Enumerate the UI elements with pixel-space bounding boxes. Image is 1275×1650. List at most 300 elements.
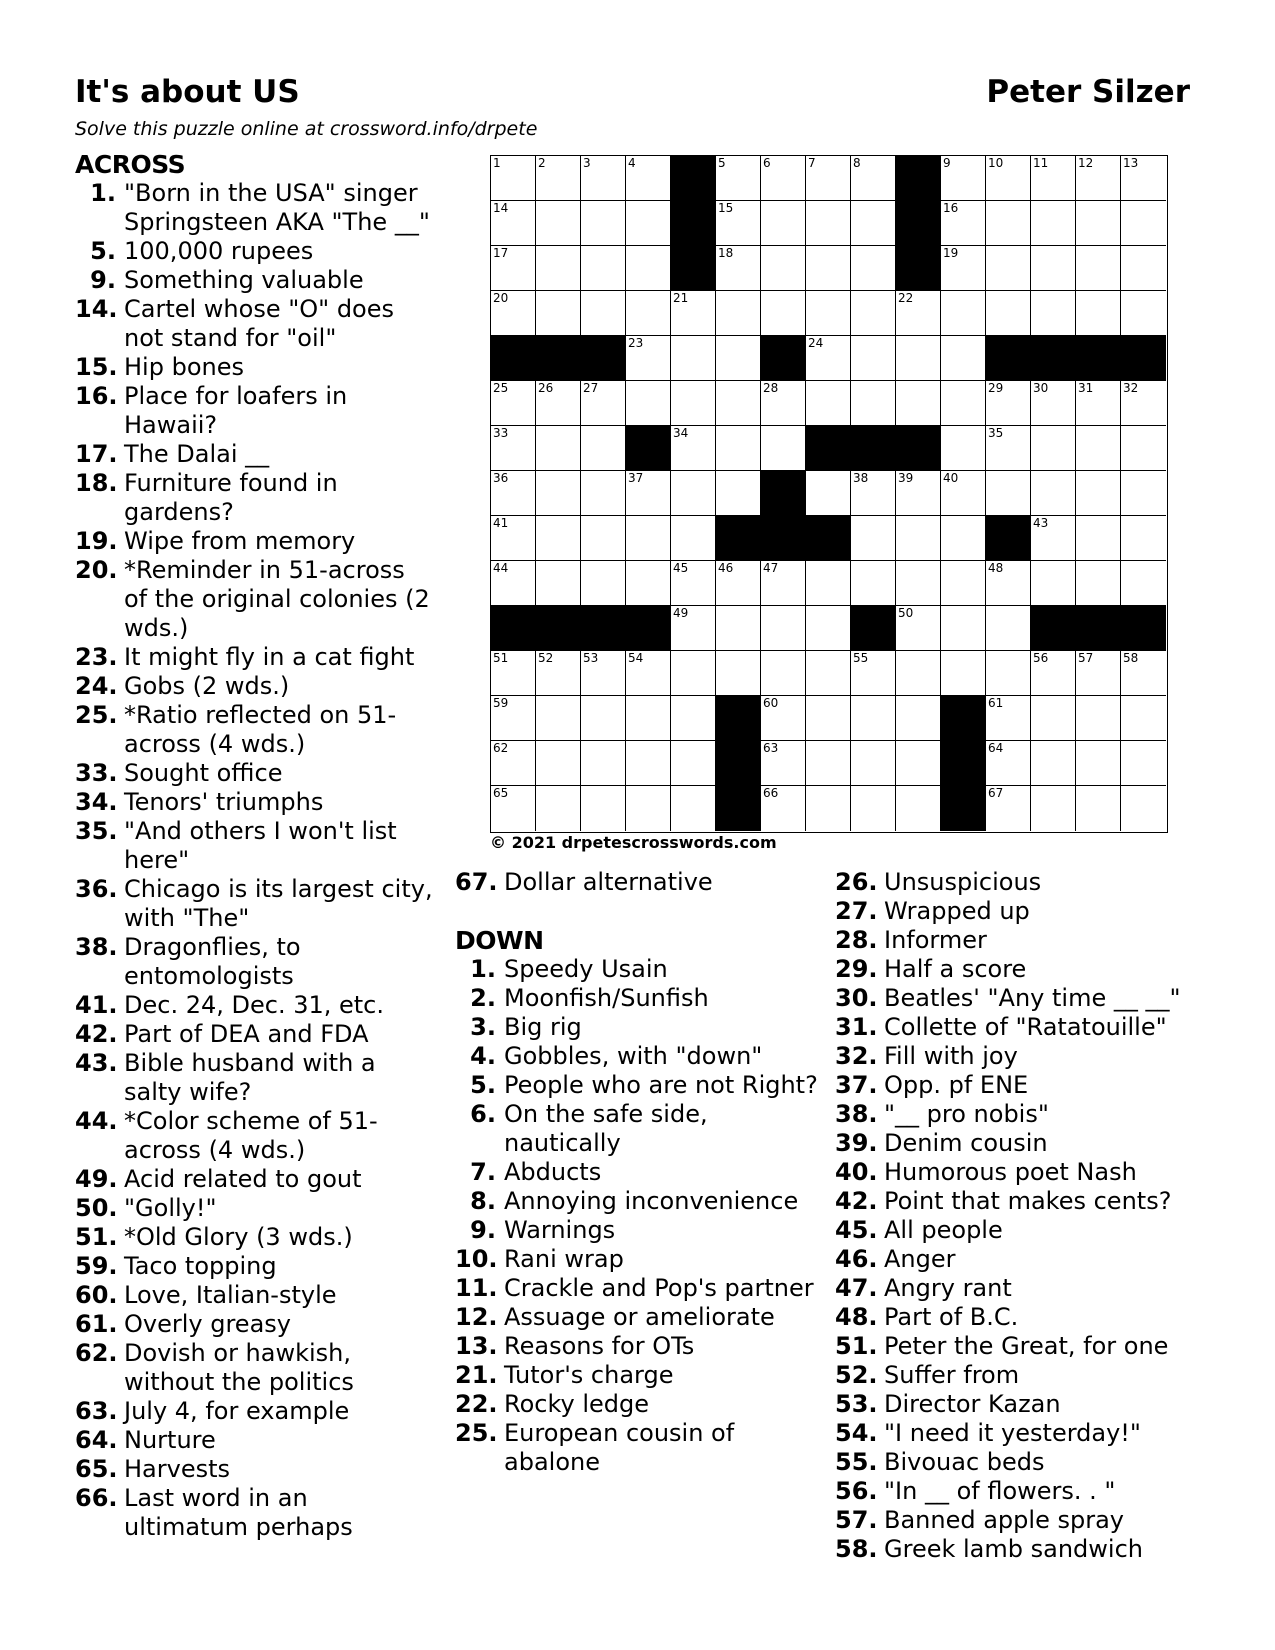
- grid-cell[interactable]: [716, 606, 761, 651]
- across-clue: [75, 237, 435, 266]
- grid-cell[interactable]: [1031, 741, 1076, 786]
- grid-block: [851, 606, 896, 651]
- cell-number: 55: [853, 651, 869, 665]
- clue-text: *Color scheme of 51-across (4 wds.): [124, 1107, 378, 1164]
- down-clue: [835, 1390, 1195, 1419]
- grid-block: [491, 336, 536, 381]
- clue-number: 6.: [470, 1100, 496, 1128]
- down-clue: [455, 1013, 825, 1042]
- clue-number: 60.: [75, 1281, 118, 1309]
- down-clue: [835, 868, 1195, 897]
- grid-cell[interactable]: [1031, 696, 1076, 741]
- grid-cell[interactable]: [941, 516, 986, 561]
- grid-cell[interactable]: [671, 741, 716, 786]
- grid-cell[interactable]: [851, 381, 896, 426]
- grid-cell[interactable]: [671, 651, 716, 696]
- grid-cell[interactable]: [1076, 696, 1121, 741]
- cell-number: 38: [853, 471, 869, 485]
- grid-cell[interactable]: [761, 606, 806, 651]
- grid-block: [851, 426, 896, 471]
- clue-text: Rani wrap: [504, 1245, 624, 1273]
- grid-cell[interactable]: [851, 561, 896, 606]
- grid-cell[interactable]: [581, 561, 626, 606]
- grid-cell[interactable]: [491, 516, 536, 561]
- grid-cell[interactable]: [986, 741, 1031, 786]
- grid-block: [671, 246, 716, 291]
- grid-cell[interactable]: [806, 156, 851, 201]
- clue-text: Assuage or ameliorate: [504, 1303, 775, 1331]
- across-clue: [75, 1426, 435, 1455]
- grid-cell[interactable]: [1076, 471, 1121, 516]
- cell-number: 32: [1123, 381, 1139, 395]
- grid-cell[interactable]: [896, 291, 941, 336]
- grid-cell[interactable]: [671, 606, 716, 651]
- grid-cell[interactable]: [896, 471, 941, 516]
- grid-cell[interactable]: [806, 336, 851, 381]
- grid-cell[interactable]: [1031, 201, 1076, 246]
- grid-cell[interactable]: [491, 381, 536, 426]
- grid-cell[interactable]: [806, 786, 851, 831]
- cell-number: 25: [493, 381, 509, 395]
- grid-cell[interactable]: [1031, 471, 1076, 516]
- clue-number: 44.: [75, 1107, 118, 1135]
- grid-cell[interactable]: [626, 156, 671, 201]
- clue-number: 55.: [835, 1448, 878, 1476]
- clue-text: Warnings: [504, 1216, 616, 1244]
- grid-cell[interactable]: [536, 651, 581, 696]
- clue-text: Rocky ledge: [504, 1390, 650, 1418]
- cell-number: 12: [1078, 156, 1094, 170]
- clue-text: Bible husband with a salty wife?: [124, 1049, 376, 1106]
- grid-cell[interactable]: [986, 471, 1031, 516]
- grid-cell[interactable]: [761, 201, 806, 246]
- cell-number: 47: [763, 561, 779, 575]
- grid-cell[interactable]: [1076, 156, 1121, 201]
- cell-number: 24: [808, 336, 824, 350]
- across-clue: [75, 759, 435, 788]
- grid-cell[interactable]: [761, 156, 806, 201]
- clue-number: 4.: [470, 1042, 496, 1070]
- grid-cell[interactable]: [851, 246, 896, 291]
- clue-text: Annoying inconvenience: [504, 1187, 799, 1215]
- grid-cell[interactable]: [581, 786, 626, 831]
- grid-block: [716, 786, 761, 831]
- grid-cell[interactable]: [581, 156, 626, 201]
- grid-cell[interactable]: [851, 696, 896, 741]
- grid-cell[interactable]: [1076, 291, 1121, 336]
- clue-text: Part of DEA and FDA: [124, 1020, 369, 1048]
- grid-cell[interactable]: [1076, 381, 1121, 426]
- cell-number: 30: [1033, 381, 1049, 395]
- clue-text: Reasons for OTs: [504, 1332, 695, 1360]
- grid-cell[interactable]: [986, 246, 1031, 291]
- grid-cell[interactable]: [851, 291, 896, 336]
- down-clue: [835, 955, 1195, 984]
- grid-cell[interactable]: [581, 741, 626, 786]
- grid-cell[interactable]: [761, 381, 806, 426]
- grid-cell[interactable]: [941, 201, 986, 246]
- grid-cell[interactable]: [941, 606, 986, 651]
- grid-cell[interactable]: [581, 201, 626, 246]
- grid-cell[interactable]: [491, 156, 536, 201]
- grid-cell[interactable]: [806, 471, 851, 516]
- grid-cell[interactable]: [851, 651, 896, 696]
- across-clue: [75, 1223, 435, 1252]
- grid-cell[interactable]: [626, 246, 671, 291]
- grid-cell[interactable]: [1076, 426, 1121, 471]
- down-clue: [835, 1448, 1195, 1477]
- grid-cell[interactable]: [986, 381, 1031, 426]
- grid-cell[interactable]: [671, 291, 716, 336]
- grid-cell[interactable]: [896, 606, 941, 651]
- across-clue: [75, 1455, 435, 1484]
- clue-text: Tenors' triumphs: [124, 788, 324, 816]
- grid-cell[interactable]: [1121, 156, 1166, 201]
- cell-number: 58: [1123, 651, 1139, 665]
- grid-cell[interactable]: [1121, 741, 1166, 786]
- grid-cell[interactable]: [1121, 786, 1166, 831]
- grid-cell[interactable]: [716, 201, 761, 246]
- grid-cell[interactable]: [491, 246, 536, 291]
- grid-block: [716, 741, 761, 786]
- clue-text: Wipe from memory: [124, 527, 356, 555]
- grid-cell[interactable]: [1031, 426, 1076, 471]
- grid-cell[interactable]: [626, 291, 671, 336]
- clue-number: 56.: [835, 1477, 878, 1505]
- grid-cell[interactable]: [941, 156, 986, 201]
- grid-cell[interactable]: [626, 471, 671, 516]
- grid-cell[interactable]: [941, 336, 986, 381]
- clue-number: 63.: [75, 1397, 118, 1425]
- grid-cell[interactable]: [626, 696, 671, 741]
- grid-cell[interactable]: [1076, 246, 1121, 291]
- grid-cell[interactable]: [491, 786, 536, 831]
- grid-cell[interactable]: [716, 291, 761, 336]
- grid-cell[interactable]: [581, 246, 626, 291]
- grid-cell[interactable]: [896, 741, 941, 786]
- clue-text: Humorous poet Nash: [884, 1158, 1137, 1186]
- grid-cell[interactable]: [1076, 561, 1121, 606]
- grid-cell[interactable]: [1121, 291, 1166, 336]
- grid-cell[interactable]: [986, 201, 1031, 246]
- grid-cell[interactable]: [1121, 471, 1166, 516]
- grid-cell[interactable]: [761, 651, 806, 696]
- grid-cell[interactable]: [986, 696, 1031, 741]
- grid-block: [761, 471, 806, 516]
- grid-cell[interactable]: [761, 426, 806, 471]
- grid-cell[interactable]: [1076, 786, 1121, 831]
- grid-cell[interactable]: [581, 381, 626, 426]
- grid-cell[interactable]: [716, 156, 761, 201]
- grid-cell[interactable]: [941, 471, 986, 516]
- across-clue: [75, 382, 435, 440]
- grid-cell[interactable]: [626, 381, 671, 426]
- grid-cell[interactable]: [851, 336, 896, 381]
- grid-cell[interactable]: [941, 426, 986, 471]
- grid-cell[interactable]: [626, 336, 671, 381]
- grid-cell[interactable]: [716, 561, 761, 606]
- grid-cell[interactable]: [671, 786, 716, 831]
- grid-cell[interactable]: [1076, 516, 1121, 561]
- cell-number: 10: [988, 156, 1004, 170]
- grid-cell[interactable]: [581, 516, 626, 561]
- grid-cell[interactable]: [491, 561, 536, 606]
- cell-number: 7: [808, 156, 816, 170]
- grid-cell[interactable]: [491, 291, 536, 336]
- grid-cell[interactable]: [1031, 291, 1076, 336]
- grid-block: [581, 606, 626, 651]
- grid-cell[interactable]: [1031, 516, 1076, 561]
- grid-cell[interactable]: [626, 786, 671, 831]
- clue-text: People who are not Right?: [504, 1071, 818, 1099]
- grid-cell[interactable]: [806, 381, 851, 426]
- grid-cell[interactable]: [806, 606, 851, 651]
- grid-cell[interactable]: [671, 516, 716, 561]
- grid-cell[interactable]: [671, 696, 716, 741]
- grid-cell[interactable]: [1121, 696, 1166, 741]
- grid-cell[interactable]: [716, 471, 761, 516]
- grid-cell[interactable]: [671, 471, 716, 516]
- grid-block: [1076, 336, 1121, 381]
- grid-cell[interactable]: [1031, 561, 1076, 606]
- grid-cell[interactable]: [941, 291, 986, 336]
- grid-cell[interactable]: [671, 336, 716, 381]
- grid-cell[interactable]: [716, 336, 761, 381]
- across-clue: [75, 1049, 435, 1107]
- grid-cell[interactable]: [491, 201, 536, 246]
- down-clue: [455, 984, 825, 1013]
- clue-text: Something valuable: [124, 266, 364, 294]
- grid-cell[interactable]: [806, 246, 851, 291]
- grid-cell[interactable]: [1031, 786, 1076, 831]
- cell-number: 5: [718, 156, 726, 170]
- grid-cell[interactable]: [851, 201, 896, 246]
- down-clue: [455, 1216, 825, 1245]
- grid-block: [986, 336, 1031, 381]
- grid-cell[interactable]: [1121, 381, 1166, 426]
- down-clue: [835, 1506, 1195, 1535]
- grid-cell[interactable]: [851, 156, 896, 201]
- grid-cell[interactable]: [896, 336, 941, 381]
- clue-number: 64.: [75, 1426, 118, 1454]
- grid-cell[interactable]: [536, 246, 581, 291]
- grid-cell[interactable]: [536, 696, 581, 741]
- across-clue: [75, 295, 435, 353]
- cell-number: 20: [493, 291, 509, 305]
- grid-cell[interactable]: [626, 651, 671, 696]
- grid-cell[interactable]: [986, 606, 1031, 651]
- grid-cell[interactable]: [761, 291, 806, 336]
- grid-cell[interactable]: [581, 471, 626, 516]
- clue-number: 8.: [470, 1187, 496, 1215]
- grid-cell[interactable]: [761, 561, 806, 606]
- cell-number: 62: [493, 741, 509, 755]
- grid-cell[interactable]: [491, 471, 536, 516]
- grid-cell[interactable]: [581, 291, 626, 336]
- clue-number: 5.: [470, 1071, 496, 1099]
- clue-number: 5.: [90, 237, 116, 265]
- clue-number: 21.: [455, 1361, 498, 1389]
- clue-number: 18.: [75, 469, 118, 497]
- grid-cell[interactable]: [1121, 516, 1166, 561]
- cell-number: 3: [583, 156, 591, 170]
- grid-cell[interactable]: [536, 156, 581, 201]
- grid-cell[interactable]: [536, 201, 581, 246]
- grid-cell[interactable]: [1031, 246, 1076, 291]
- grid-cell[interactable]: [536, 471, 581, 516]
- grid-cell[interactable]: [626, 741, 671, 786]
- grid-block: [896, 156, 941, 201]
- grid-cell[interactable]: [626, 516, 671, 561]
- grid-cell[interactable]: [806, 561, 851, 606]
- grid-cell[interactable]: [716, 246, 761, 291]
- grid-cell[interactable]: [1121, 426, 1166, 471]
- grid-cell[interactable]: [851, 741, 896, 786]
- cell-number: 44: [493, 561, 509, 575]
- clue-text: Wrapped up: [884, 897, 1030, 925]
- grid-cell[interactable]: [896, 516, 941, 561]
- grid-cell[interactable]: [536, 741, 581, 786]
- clue-text: Denim cousin: [884, 1129, 1048, 1157]
- across-clue: [75, 1310, 435, 1339]
- grid-block: [761, 336, 806, 381]
- clue-number: 49.: [75, 1165, 118, 1193]
- down-clue: [455, 1361, 825, 1390]
- grid-cell[interactable]: [1076, 741, 1121, 786]
- grid-cell[interactable]: [1076, 201, 1121, 246]
- grid-cell[interactable]: [761, 246, 806, 291]
- clue-number: 65.: [75, 1455, 118, 1483]
- clue-text: Peter the Great, for one: [884, 1332, 1169, 1360]
- grid-cell[interactable]: [536, 426, 581, 471]
- grid-cell[interactable]: [941, 561, 986, 606]
- grid-cell[interactable]: [581, 696, 626, 741]
- grid-block: [671, 201, 716, 246]
- grid-cell[interactable]: [1121, 651, 1166, 696]
- grid-cell[interactable]: [941, 651, 986, 696]
- clue-number: 41.: [75, 991, 118, 1019]
- grid-cell[interactable]: [986, 561, 1031, 606]
- clue-number: 1.: [90, 179, 116, 207]
- clue-number: 38.: [835, 1100, 878, 1128]
- cell-number: 9: [943, 156, 951, 170]
- down-clue: [835, 1013, 1195, 1042]
- grid-cell[interactable]: [986, 291, 1031, 336]
- grid-cell[interactable]: [761, 741, 806, 786]
- grid-cell[interactable]: [806, 651, 851, 696]
- grid-cell[interactable]: [536, 381, 581, 426]
- grid-cell[interactable]: [536, 786, 581, 831]
- grid-cell[interactable]: [806, 291, 851, 336]
- grid-cell[interactable]: [671, 426, 716, 471]
- grid-cell[interactable]: [716, 381, 761, 426]
- grid-cell[interactable]: [986, 156, 1031, 201]
- down-clue: [835, 1419, 1195, 1448]
- grid-cell[interactable]: [581, 651, 626, 696]
- grid-cell[interactable]: [671, 561, 716, 606]
- grid-cell[interactable]: [491, 651, 536, 696]
- grid-cell[interactable]: [536, 291, 581, 336]
- clue-text: Bivouac beds: [884, 1448, 1045, 1476]
- clue-text: Informer: [884, 926, 987, 954]
- grid-cell[interactable]: [986, 426, 1031, 471]
- grid-cell[interactable]: [1031, 156, 1076, 201]
- clue-number: 36.: [75, 875, 118, 903]
- grid-cell[interactable]: [851, 471, 896, 516]
- grid-cell[interactable]: [806, 201, 851, 246]
- grid-cell[interactable]: [671, 381, 716, 426]
- grid-cell[interactable]: [986, 651, 1031, 696]
- grid-cell[interactable]: [1031, 381, 1076, 426]
- grid-cell[interactable]: [581, 426, 626, 471]
- clue-number: 25.: [75, 701, 118, 729]
- down-clue: [835, 1477, 1195, 1506]
- cell-number: 52: [538, 651, 554, 665]
- grid-cell[interactable]: [626, 201, 671, 246]
- grid-cell[interactable]: [491, 426, 536, 471]
- clue-text: Abducts: [504, 1158, 602, 1186]
- grid-cell[interactable]: [716, 426, 761, 471]
- clue-text: Greek lamb sandwich: [884, 1535, 1143, 1563]
- grid-cell[interactable]: [896, 561, 941, 606]
- grid-cell[interactable]: [1121, 246, 1166, 291]
- across-clue: [75, 1484, 435, 1542]
- clue-number: 34.: [75, 788, 118, 816]
- grid-cell[interactable]: [896, 381, 941, 426]
- cell-number: 66: [763, 786, 779, 800]
- clue-text: Hip bones: [124, 353, 244, 381]
- down-clue: [835, 1535, 1195, 1564]
- grid-cell[interactable]: [806, 696, 851, 741]
- grid-cell[interactable]: [941, 381, 986, 426]
- grid-cell[interactable]: [1121, 561, 1166, 606]
- grid-cell[interactable]: [761, 786, 806, 831]
- grid-cell[interactable]: [491, 741, 536, 786]
- clue-text: Part of B.C.: [884, 1303, 1019, 1331]
- cell-number: 61: [988, 696, 1004, 710]
- grid-cell[interactable]: [896, 786, 941, 831]
- clue-number: 7.: [470, 1158, 496, 1186]
- grid-cell[interactable]: [851, 516, 896, 561]
- cell-number: 43: [1033, 516, 1049, 530]
- cell-number: 56: [1033, 651, 1049, 665]
- grid-cell[interactable]: [536, 516, 581, 561]
- clue-text: Last word in an ultimatum perhaps: [124, 1484, 353, 1541]
- grid-cell[interactable]: [896, 651, 941, 696]
- clue-column-1: [75, 150, 435, 1542]
- grid-cell[interactable]: [761, 696, 806, 741]
- grid-block: [761, 516, 806, 561]
- grid-cell[interactable]: [626, 561, 671, 606]
- grid-cell[interactable]: [491, 696, 536, 741]
- grid-cell[interactable]: [1031, 651, 1076, 696]
- grid-cell[interactable]: [536, 561, 581, 606]
- grid-cell[interactable]: [806, 741, 851, 786]
- down-clue: [455, 1187, 825, 1216]
- clue-number: 13.: [455, 1332, 498, 1360]
- grid-cell[interactable]: [851, 786, 896, 831]
- cell-number: 22: [898, 291, 914, 305]
- grid-cell[interactable]: [1121, 201, 1166, 246]
- grid-cell[interactable]: [986, 786, 1031, 831]
- grid-cell[interactable]: [716, 651, 761, 696]
- grid-cell[interactable]: [941, 246, 986, 291]
- clue-text: "And others I won't list here": [124, 817, 397, 874]
- cell-number: 65: [493, 786, 509, 800]
- grid-cell[interactable]: [896, 696, 941, 741]
- grid-cell[interactable]: [1076, 651, 1121, 696]
- section-gap: [455, 897, 825, 926]
